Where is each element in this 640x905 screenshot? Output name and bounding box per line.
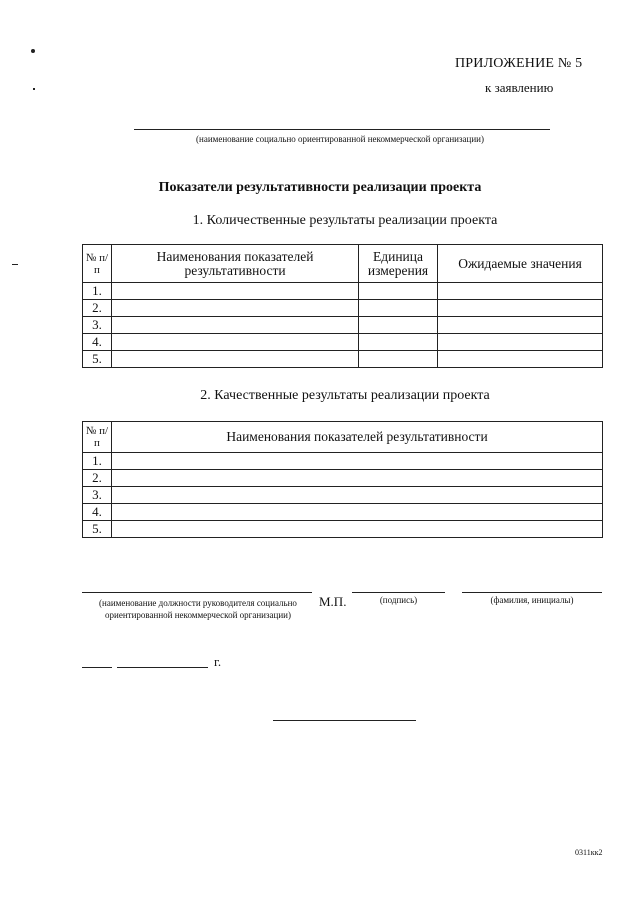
row-number: 3. bbox=[83, 487, 112, 504]
column-header-unit: Единица измерения bbox=[359, 245, 438, 283]
row-number: 4. bbox=[83, 334, 112, 351]
expected-value-cell[interactable] bbox=[438, 334, 603, 351]
row-number: 5. bbox=[83, 521, 112, 538]
table-row bbox=[83, 283, 603, 300]
column-header-number: № п/п bbox=[83, 245, 112, 283]
table-header-row bbox=[83, 245, 603, 283]
org-name-caption: (наименование социально ориентированной некоммерческой организации) bbox=[196, 134, 484, 144]
indicator-cell[interactable] bbox=[112, 334, 359, 351]
row-number: 1. bbox=[83, 453, 112, 470]
table-row bbox=[83, 487, 603, 504]
date-month-line[interactable] bbox=[117, 667, 208, 668]
indicator-cell[interactable] bbox=[112, 470, 603, 487]
row-number: 5. bbox=[83, 351, 112, 368]
expected-value-cell[interactable] bbox=[438, 283, 603, 300]
scan-speck bbox=[33, 88, 35, 90]
table-header-row bbox=[83, 422, 603, 453]
date-day-line[interactable] bbox=[82, 667, 112, 668]
table-row bbox=[83, 334, 603, 351]
scan-speck bbox=[31, 49, 35, 53]
blank-line[interactable] bbox=[273, 720, 416, 721]
column-header-indicator: Наименования показателей результативности bbox=[112, 245, 359, 283]
indicator-cell[interactable] bbox=[112, 351, 359, 368]
quantitative-results-table bbox=[82, 244, 603, 368]
scan-speck bbox=[12, 264, 18, 265]
table-row bbox=[83, 351, 603, 368]
section1-title: 1. Количественные результаты реализации проекта bbox=[192, 213, 498, 228]
unit-cell[interactable] bbox=[359, 317, 438, 334]
row-number: 2. bbox=[83, 300, 112, 317]
indicator-cell[interactable] bbox=[112, 521, 603, 538]
document-code: 0311кк2 bbox=[575, 848, 603, 857]
signature-caption: (подпись) bbox=[379, 595, 418, 605]
indicator-cell[interactable] bbox=[112, 283, 359, 300]
name-caption: (фамилия, инициалы) bbox=[490, 595, 574, 605]
table-row bbox=[83, 453, 603, 470]
row-number: 4. bbox=[83, 504, 112, 521]
unit-cell[interactable] bbox=[359, 334, 438, 351]
position-caption: (наименование должности руководителя социально ориентированной некоммерческой организации) bbox=[99, 598, 297, 620]
unit-cell[interactable] bbox=[359, 300, 438, 317]
appendix-label: ПРИЛОЖЕНИЕ № 5 bbox=[455, 56, 583, 71]
expected-value-cell[interactable] bbox=[438, 317, 603, 334]
position-line[interactable] bbox=[82, 592, 312, 593]
row-number: 1. bbox=[83, 283, 112, 300]
indicator-cell[interactable] bbox=[112, 317, 359, 334]
table-row bbox=[83, 521, 603, 538]
expected-value-cell[interactable] bbox=[438, 300, 603, 317]
org-name-line bbox=[134, 129, 550, 130]
column-header-expected: Ожидаемые значения bbox=[438, 245, 603, 283]
appendix-subtitle: к заявлению bbox=[485, 80, 554, 95]
section2-title: 2. Качественные результаты реализации проекта bbox=[200, 388, 490, 403]
table-row bbox=[83, 300, 603, 317]
table-row bbox=[83, 504, 603, 521]
table-row bbox=[83, 470, 603, 487]
table-row bbox=[83, 317, 603, 334]
indicator-cell[interactable] bbox=[112, 300, 359, 317]
unit-cell[interactable] bbox=[359, 283, 438, 300]
row-number: 3. bbox=[83, 317, 112, 334]
stamp-placeholder: М.П. bbox=[319, 594, 347, 609]
column-header-number: № п/п bbox=[83, 422, 112, 453]
signature-line[interactable] bbox=[352, 592, 445, 593]
expected-value-cell[interactable] bbox=[438, 351, 603, 368]
row-number: 2. bbox=[83, 470, 112, 487]
indicator-cell[interactable] bbox=[112, 453, 603, 470]
indicator-cell[interactable] bbox=[112, 487, 603, 504]
year-suffix: г. bbox=[214, 654, 222, 669]
document-title: Показатели результативности реализации проекта bbox=[158, 180, 482, 195]
name-line[interactable] bbox=[462, 592, 602, 593]
column-header-indicator: Наименования показателей результативности bbox=[112, 422, 603, 453]
indicator-cell[interactable] bbox=[112, 504, 603, 521]
qualitative-results-table bbox=[82, 421, 603, 538]
unit-cell[interactable] bbox=[359, 351, 438, 368]
